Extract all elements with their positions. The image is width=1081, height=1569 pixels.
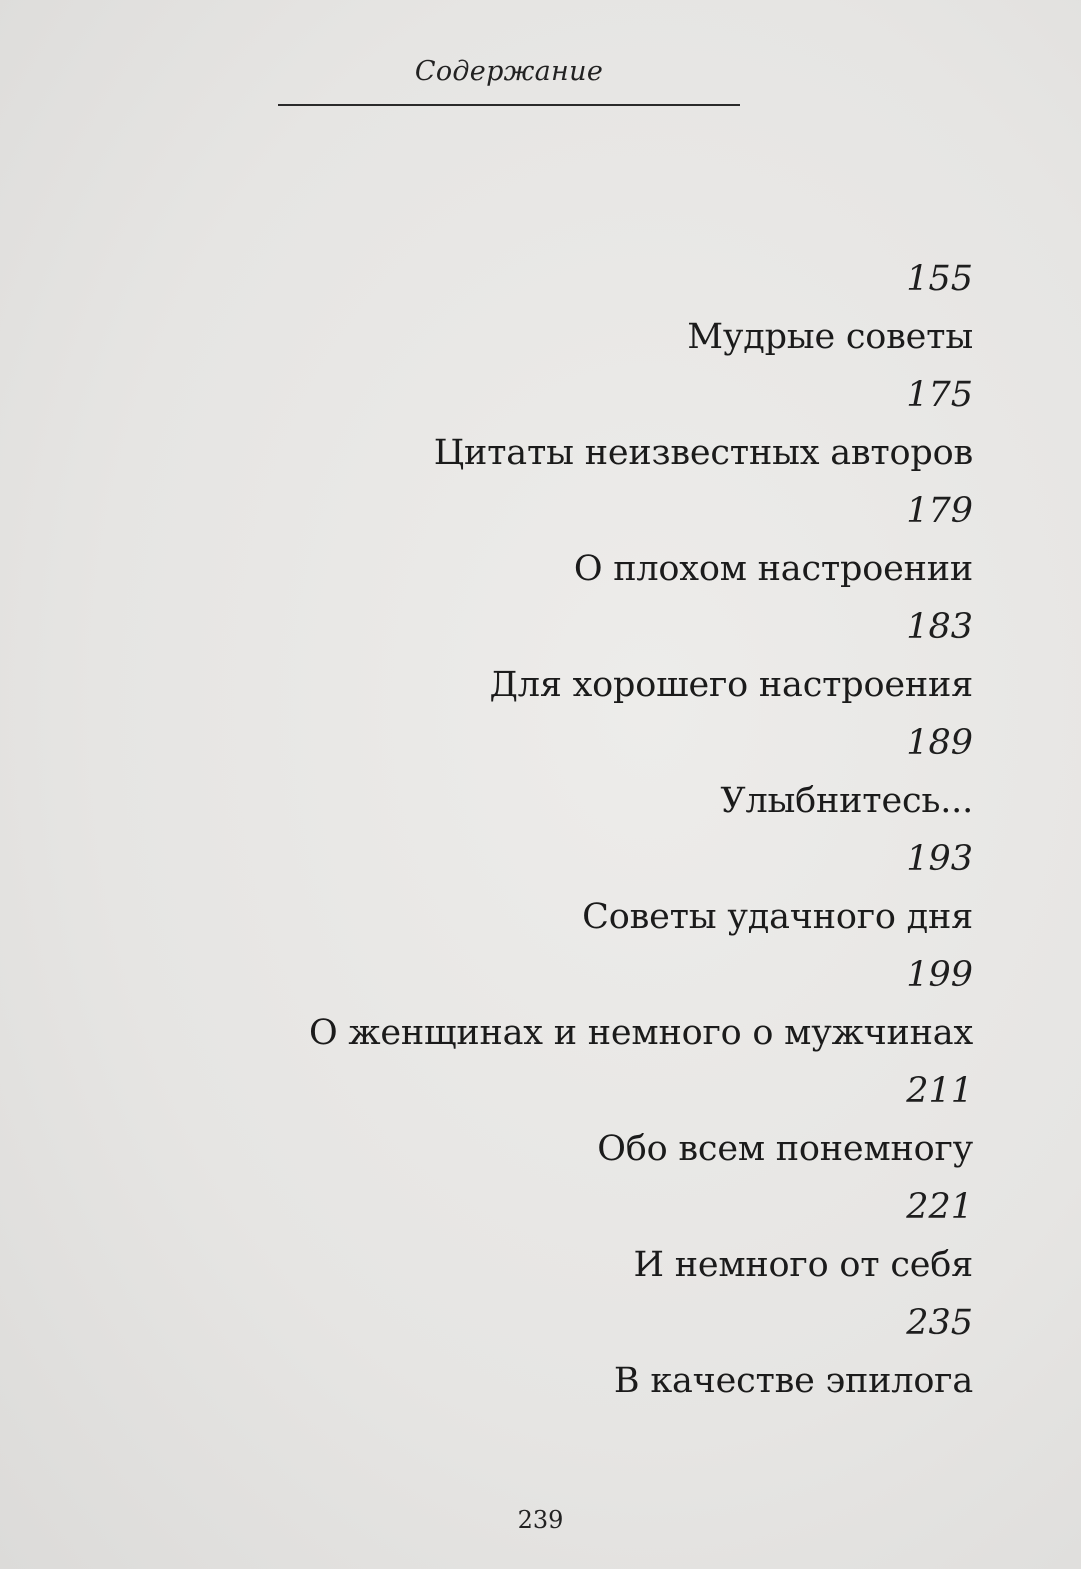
toc-chapter-title: О плохом настроении [573,549,973,589]
toc-chapter-title: И немного от себя [633,1245,973,1285]
toc-page-number: 211 [906,1071,973,1111]
toc-chapter-title: В качестве эпилога [613,1361,973,1401]
toc-entry [213,1294,973,1410]
toc-entry [213,366,973,482]
toc-page-number: 193 [906,839,973,879]
table-of-contents [213,250,973,1410]
toc-page-number: 235 [906,1303,973,1343]
toc-page-number: 189 [906,723,973,763]
header-rule [278,104,740,106]
toc-entry [213,598,973,714]
toc-page-number: 199 [906,955,973,995]
toc-page-number: 179 [906,491,973,531]
toc-chapter-title: Улыбнитесь... [720,781,973,821]
toc-chapter-title: Цитаты неизвестных авторов [433,433,973,473]
toc-page-number: 155 [906,259,973,299]
toc-entry [213,830,973,946]
page-title: Содержание [414,56,604,87]
toc-entry [213,946,973,1062]
toc-chapter-title: Обо всем понемногу [597,1129,973,1169]
toc-chapter-title: Для хорошего настроения [489,665,973,705]
toc-entry [213,1062,973,1178]
toc-chapter-title: О женщинах и немного о мужчинах [308,1013,973,1053]
toc-chapter-title: Мудрые советы [687,317,973,357]
toc-entry [213,250,973,366]
toc-page-number: 175 [906,375,973,415]
toc-entry [213,714,973,830]
running-header [278,52,740,92]
toc-entry [213,482,973,598]
toc-page-number: 221 [906,1187,973,1227]
toc-page-number: 183 [906,607,973,647]
page-number: 239 [517,1506,564,1534]
toc-entry [213,1178,973,1294]
toc-chapter-title: Советы удачного дня [582,897,973,937]
